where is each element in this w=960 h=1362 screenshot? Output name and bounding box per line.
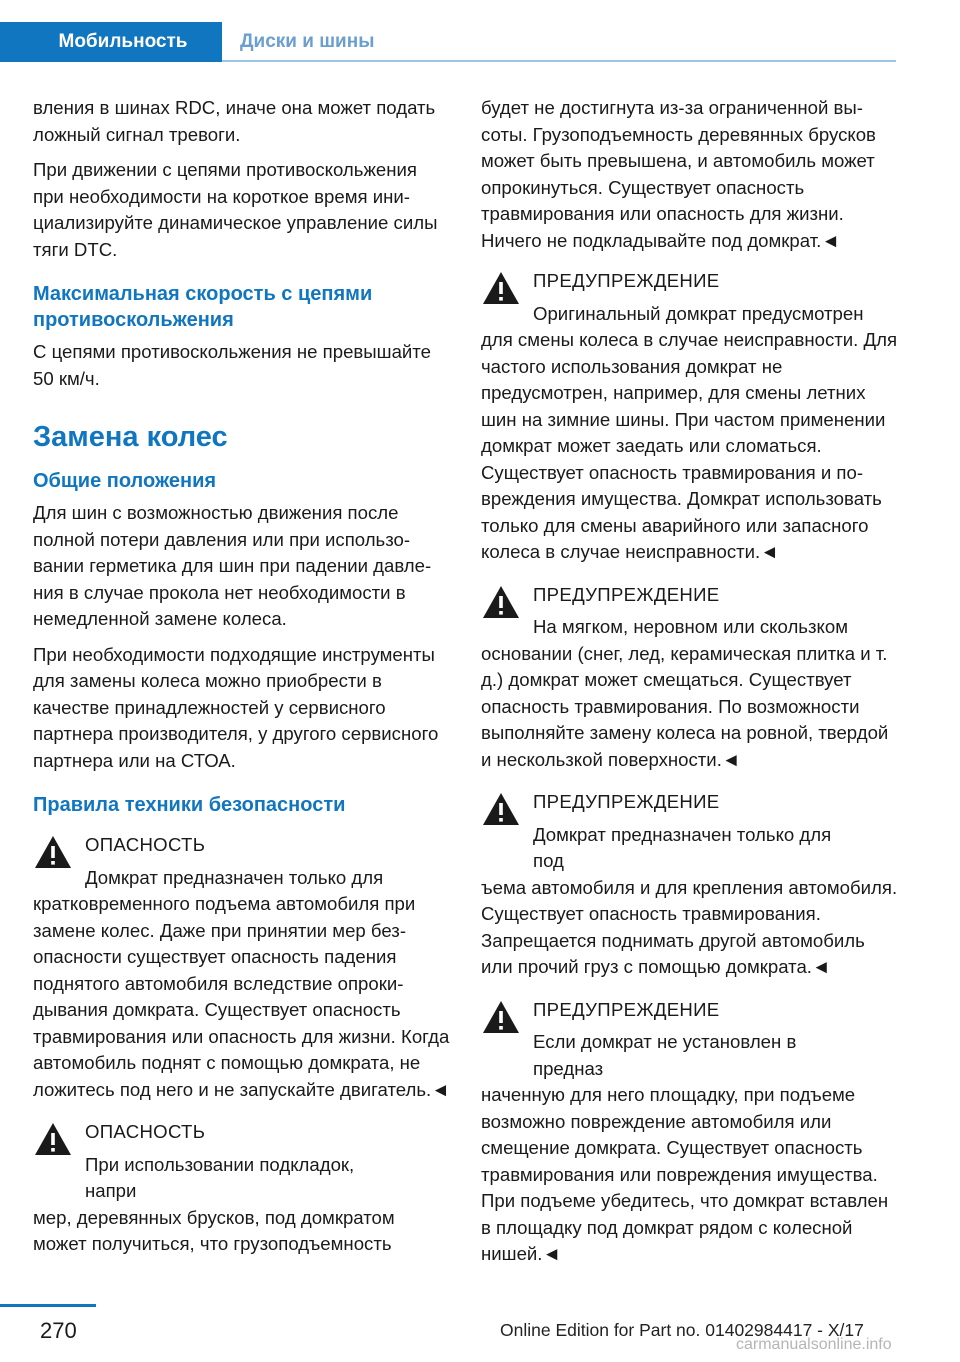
warning-triangle-icon	[33, 834, 73, 870]
paragraph: При необходимости подходящие инструменты для замены колеса можно приобрести в качестве принадлежностей у сервисного партнера производителя, у другого сервисного партнера или на СТОА.	[33, 643, 439, 771]
notice-text: Оригинальный домкрат предусмотрен	[533, 302, 864, 324]
watermark: carmanualsonline.info	[736, 1336, 892, 1353]
notice-label: ПРЕДУПРЕЖДЕНИЕ	[533, 270, 720, 291]
page-header	[0, 0, 896, 62]
tab-wheels-tires[interactable]: Диски и шины	[240, 31, 375, 52]
notice-text: кратковременного подъема автомобиля при замене колес. Даже при принятии мер безопасности существует опасность падения поднятого автомобиля вследствие опрокидывания домкрата. Существует опасность травмирования или опасность для жизни. Когда автомобиль поднят с помощью домкрата, не ложитесь под него и не запускайте двигатель.◄	[33, 893, 450, 1100]
warning-notice	[481, 789, 899, 981]
notice-text: Если домкрат не установлен в предназ	[533, 1031, 797, 1079]
page-number: 270	[40, 1318, 77, 1343]
notice-label: ПРЕДУПРЕЖДЕНИЕ	[533, 998, 720, 1020]
notice-text: для смены колеса в случае неисправности. Для частого использования домкрат не предусмотрен, например, для смены летних шин на зимние шины. При частом применении домкрат может заедать или сломаться. Существует опасность травмирования и повреждения имущества. Домкрат использовать только для смены аварийного или запасного колеса в случае неисправности.◄	[481, 329, 898, 562]
header-divider	[222, 60, 896, 62]
notice-text: При использовании подкладок, напри	[85, 1153, 355, 1201]
notice-label: ПРЕДУПРЕЖДЕНИЕ	[533, 583, 720, 605]
notice-text: Домкрат предназначен только для под	[533, 823, 832, 871]
paragraph: вления в шинах RDC, иначе она может подать ложный сигнал тревоги.	[33, 97, 436, 145]
right-column	[481, 95, 899, 1284]
danger-notice	[33, 1119, 451, 1258]
notice-label: ОПАСНОСТЬ	[85, 1121, 206, 1142]
heading-max-speed: Максимальная скорость с цепями противоскольжения	[33, 283, 373, 331]
notice-text: наченную для него площадку, при подъеме возможно повреждение автомобиля или смещение домкрата. Существует опасность травмирования или повреждения имущества. При подъеме убедитесь, что домкрат вставлен в площадку под домкрат рядом с колесной нишей.◄	[481, 1084, 889, 1264]
warning-triangle-icon	[481, 270, 521, 306]
footer-accent-line	[0, 1304, 96, 1307]
paragraph: Для шин с возможностью движения после полной потери давления или при использовании герметика для шин при падении давления в случае прокола нет необходимости в немедленной замене колеса.	[33, 502, 432, 629]
paragraph: С цепями противоскольжения не превышайте 50 км/ч.	[33, 341, 431, 389]
danger-notice	[33, 832, 451, 1103]
tab-mobility[interactable]: Мобильность	[0, 22, 222, 62]
notice-label: ОПАСНОСТЬ	[85, 834, 206, 855]
notice-text: мер, деревянных брусков, под домкратом может получиться, что грузоподъемность	[33, 1206, 395, 1254]
warning-notice	[481, 997, 899, 1268]
left-column	[33, 95, 451, 1274]
paragraph: При движении с цепями противоскольжения при необходимости на короткое время инициализируйте динамическое управление силы тяги DTC.	[33, 159, 438, 260]
warning-triangle-icon	[481, 999, 521, 1035]
warning-triangle-icon	[481, 791, 521, 827]
warning-notice	[481, 582, 899, 774]
notice-text: ъема автомобиля и для крепления автомобиля. Существует опасность травмирования. Запрещается поднимать другой автомобиль или прочий груз с помощью домкрата.◄	[481, 876, 898, 977]
heading-general: Общие положения	[33, 470, 217, 492]
warning-notice	[481, 268, 899, 566]
section-title: Замена колес	[33, 421, 228, 453]
heading-safety: Правила техники безопасности	[33, 794, 346, 816]
paragraph: будет не достигнута из-за ограниченной высоты. Грузоподъемность деревянных брусков может быть превышена, и автомобиль может опрокинуться. Существует опасность травмирования или опасность для жизни. Ничего не подкладывайте под домкрат.◄	[481, 97, 876, 251]
notice-text: основании (снег, лед, керамическая плитка и т. д.) домкрат может смещаться. Существует опасность травмирования. По возможности выполняйте замену колеса на ровной, твердой и нескользкой поверхности.◄	[481, 642, 889, 770]
notice-label: ПРЕДУПРЕЖДЕНИЕ	[533, 791, 720, 812]
notice-text: Домкрат предназначен только для	[85, 866, 384, 888]
warning-triangle-icon	[481, 584, 521, 620]
notice-text: На мягком, неровном или скользком	[533, 616, 848, 637]
edition-note: Online Edition for Part no. 01402984417 - X/17	[500, 1320, 864, 1340]
warning-triangle-icon	[33, 1121, 73, 1157]
